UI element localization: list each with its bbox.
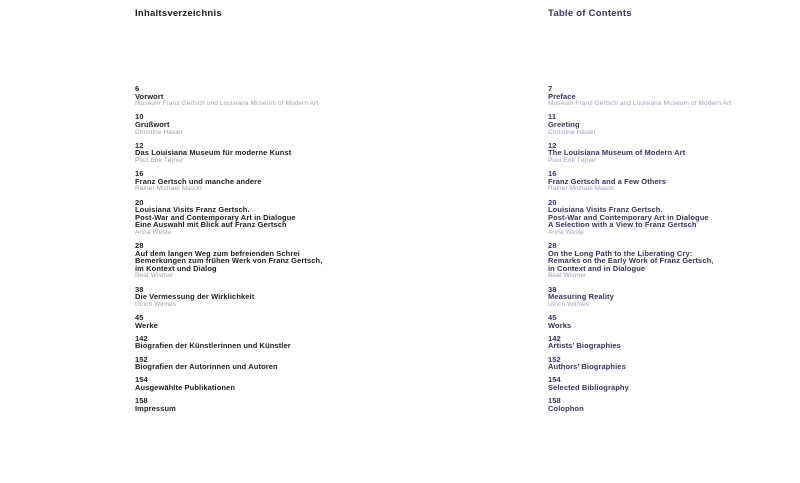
entry-title-line: Remarks on the Early Work of Franz Gertsch, (548, 256, 714, 266)
entry-title-line: Artists’ Biographies (548, 341, 621, 351)
entry-author: Beat Wismer (548, 272, 587, 280)
entry-title-line: Vorwort (135, 91, 164, 101)
entry-title-line: A Selection with a View to Franz Gertsch (548, 220, 697, 230)
entry-title-line: Authors’ Biographies (548, 362, 626, 372)
toc-entry (548, 242, 800, 280)
entry-title-line: Greeting (548, 119, 580, 129)
entry-page-number: 152 (135, 354, 148, 364)
entry-page-number: 6 (135, 84, 140, 93)
entry-page-number: 45 (548, 313, 557, 322)
entry-title-line: Ausgewählte Publikationen (135, 382, 236, 392)
entry-title-line: Das Louisiana Museum für moderne Kunst (135, 148, 292, 158)
toc-entry (548, 397, 800, 412)
entry-page-number: 158 (135, 396, 148, 406)
entry-title-line: Biografien der Autorinnen und Autoren (135, 362, 278, 372)
toc-entries-german (135, 85, 465, 418)
entry-author: Rainer Michael Mason (548, 185, 615, 193)
entry-author: Christine Häsler (135, 128, 183, 136)
entry-title-line: Eine Auswahl mit Blick auf Franz Gertsch (135, 220, 287, 230)
entry-page-number: 38 (548, 284, 557, 294)
entry-page-number: 28 (135, 241, 144, 251)
toc-entry (548, 85, 800, 108)
entry-page-number: 20 (135, 197, 144, 207)
entry-title-line: Impressum (135, 403, 176, 413)
toc-page-english (548, 8, 800, 413)
entry-page-number: 7 (548, 84, 553, 93)
entry-title-line: Die Vermessung der Wirklichkeit (135, 292, 255, 302)
entry-author: Museum Franz Gertsch und Louisiana Museum of Modern Art (135, 100, 319, 108)
entry-page-number: 38 (135, 284, 144, 294)
entry-page-number: 45 (135, 313, 144, 322)
toc-page-german (135, 8, 465, 413)
entry-page-number: 142 (135, 333, 148, 343)
entry-title-line: Preface (548, 91, 576, 101)
entry-title-line: Bemerkungen zum frühen Werk von Franz Gertsch, (135, 256, 323, 266)
entry-author: Poul Erik Tøjner (548, 156, 597, 164)
entry-title-line: Selected Bibliography (548, 382, 629, 392)
entry-title-line: Franz Gertsch und manche andere (135, 176, 262, 186)
entry-title-line: Colophon (548, 403, 584, 413)
entry-page-number: 20 (548, 197, 557, 207)
toc-entry (135, 314, 465, 329)
entry-author: Beat Wismer (135, 272, 174, 280)
entry-page-number: 16 (135, 169, 144, 179)
entry-page-number: 12 (548, 140, 557, 150)
entry-author: Ulrich Wilmes (135, 300, 177, 308)
toc-entry (548, 286, 800, 309)
toc-entry (135, 335, 465, 350)
entry-author: Anna Wesle (548, 228, 584, 236)
entry-page-number: 152 (548, 354, 561, 364)
toc-entry (135, 170, 465, 193)
toc-entry (135, 199, 465, 237)
entry-author: Poul Erik Tøjner (135, 156, 184, 164)
entry-title-line: On the Long Path to the Liberating Cry: (548, 248, 693, 258)
toc-entry (548, 199, 800, 237)
toc-entry (135, 85, 465, 108)
page-title-english: Table of Contents (548, 8, 632, 19)
entry-author: Anna Wesle (135, 228, 171, 236)
toc-entry (548, 314, 800, 329)
entry-page-number: 10 (135, 112, 144, 122)
entry-title-line: Werke (135, 320, 158, 330)
entry-author: Christine Häsler (548, 128, 596, 136)
entry-title-line: Post-War and Contemporary Art in Dialogue (548, 212, 709, 222)
entry-page-number: 11 (548, 112, 557, 122)
entry-author: Ulrich Wilmes (548, 300, 590, 308)
entry-title-line: Works (548, 320, 572, 330)
toc-entry (135, 242, 465, 280)
entry-title-line: Auf dem langen Weg zum befreienden Schrei (135, 248, 300, 258)
entry-title-line: in Context and in Dialogue (548, 263, 646, 273)
toc-entry (548, 170, 800, 193)
entry-author: Museum Franz Gertsch and Louisiana Museum of Modern Art (548, 100, 732, 108)
toc-entry (135, 356, 465, 371)
entry-page-number: 154 (548, 375, 561, 385)
entry-page-number: 16 (548, 169, 557, 179)
entry-page-number: 12 (135, 140, 144, 150)
entry-title-line: Post-War and Contemporary Art in Dialogue (135, 212, 296, 222)
toc-entry (548, 376, 800, 391)
entry-author: Rainer Michael Mason (135, 185, 202, 193)
toc-entry (135, 397, 465, 412)
entry-title-line: Biografien der Künstlerinnen und Künstler (135, 341, 291, 351)
toc-entry (135, 142, 465, 165)
entry-title-line: Louisiana Visits Franz Gertsch. (135, 205, 250, 215)
entry-page-number: 142 (548, 333, 561, 343)
page-title-german: Inhaltsverzeichnis (135, 8, 222, 19)
entry-title-line: Measuring Reality (548, 292, 614, 302)
entry-title-line: im Kontext und Dialog (135, 263, 217, 273)
entry-page-number: 158 (548, 396, 561, 406)
entry-title-line: The Louisiana Museum of Modern Art (548, 148, 686, 158)
entry-page-number: 28 (548, 241, 557, 251)
entry-title-line: Franz Gertsch and a Few Others (548, 176, 667, 186)
toc-entry (548, 335, 800, 350)
entry-page-number: 154 (135, 375, 148, 385)
toc-entry (135, 376, 465, 391)
toc-entry (135, 113, 465, 136)
entry-title-line: Grußwort (135, 119, 170, 129)
entry-title-line: Louisiana Visits Franz Gertsch. (548, 205, 663, 215)
toc-entry (548, 142, 800, 165)
toc-entries-english (548, 85, 800, 418)
toc-entry (135, 286, 465, 309)
toc-entry (548, 113, 800, 136)
toc-entry (548, 356, 800, 371)
